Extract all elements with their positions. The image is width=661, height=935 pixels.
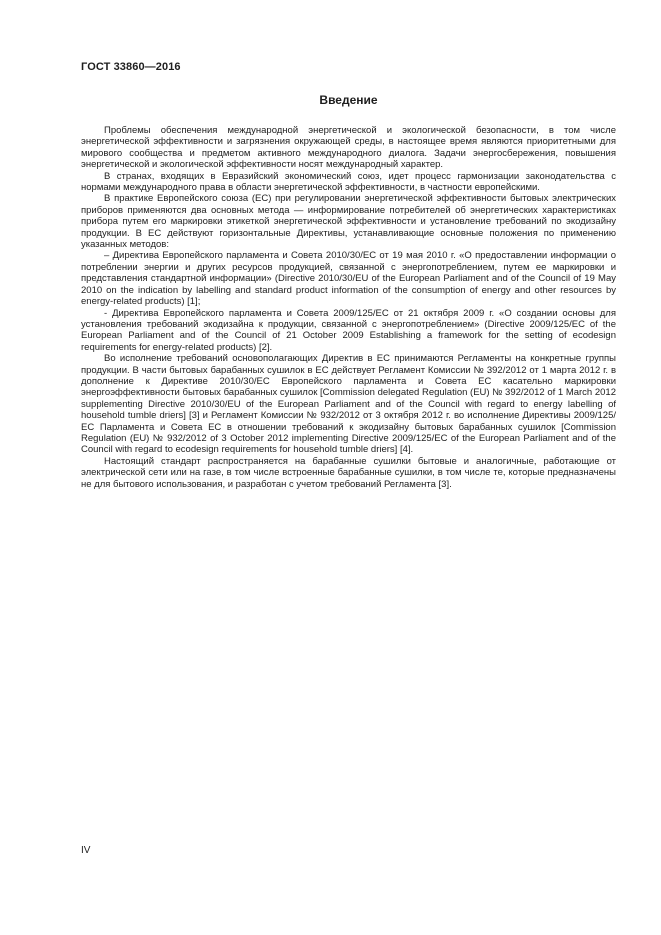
page-number: IV: [81, 845, 91, 856]
paragraph-regulations: Во исполнение требований основополагающих Директив в ЕС принимаются Регламенты на конкретные группы продукции. В части бытовых барабанных сушилок в ЕС действует Регламент Комиссии № 392/2012 от 1 марта 2012 г. в дополнение к Директиве 2010/30/ЕС Европейского парламента и Совета ЕС касательно маркировки энергоэффективности бытовых барабанных сушилок [Commission delegated Regulation (EU) № 392/2012 of 1 March 2012 supplementing Directive 2010/30/EU of the European Parliament and of the Council with regard to energy labelling of household tumble driers] [3] и Регламент Комиссии № 932/2012 от 3 октября 2012 г. во исполнение Директивы 2009/125/ЕС Парламента и Совета ЕС в отношении требований к экодизайну бытовых барабанных сушилок [Commission Regulation (EU) № 932/2012 of 3 October 2012 implementing Directive 2009/125/EC of the European Parliament and of the Council with regard to ecodesign requirements for household tumble driers] [4].: [81, 353, 616, 456]
paragraph-directive-2010-30: – Директива Европейского парламента и Совета 2010/30/ЕС от 19 мая 2010 г. «О предоставлении информации о потреблении энергии и других ресурсов продукцией, связанной с энергопотреблением, путем ее маркировки и представления стандартной информации» (Directive 2010/30/EU of the European Parliament and of the Council of 19 May 2010 on the indication by labelling and standard product information of the consumption of energy and other resources by energy-related products) [1];: [81, 250, 616, 308]
paragraph-energy-security: Проблемы обеспечения международной энергетической и экологической безопасности, в том числе энергетической эффективности и загрязнения окружающей среды, в настоящее время являются приоритетными для мирового сообщества и предметом активного международного диалога. Задачи энергосбережения, повышения энергетической и экологической эффективности носят международный характер.: [81, 125, 616, 171]
document-code: ГОСТ 33860—2016: [81, 61, 181, 73]
introduction-body: [81, 125, 616, 490]
paragraph-eaeu-harmonization: В странах, входящих в Евразийский экономический союз, идет процесс гармонизации законодательства с нормами международного права в области энергетической эффективности, в частности европейскими.: [81, 170, 616, 194]
paragraph-directive-2009-125: - Директива Европейского парламента и Совета 2009/125/ЕС от 21 октября 2009 г. «О создании основы для установления требований экодизайна к продукции, связанной с энергопотреблением» (Directive 2009/125/EC of the European Parliament and of the Council of 21 October 2009 Establishing a framework for the setting of ecodesign requirements for energy-related products) [2].: [81, 307, 616, 353]
section-title: Введение: [319, 93, 378, 107]
paragraph-eu-practice: В практике Европейского союза (ЕС) при регулировании энергетической эффективности бытовых электрических приборов применяются два основных метода — информирование потребителей об энергетических характеристиках прибора путем его маркировки этикеткой энергетической эффективности и установление требований по экодизайну продукции. В ЕС действуют горизонтальные Директивы, устанавливающие основные положения по применению указанных методов:: [81, 193, 616, 251]
paragraph-scope: Настоящий стандарт распространяется на барабанные сушилки бытовые и аналогичные, работающие от электрической сети или на газе, в том числе встроенные барабанные сушилки, в том числе те, которые предназначены не для бытового использования, и разработан с учетом требований Регламента [3].: [81, 455, 616, 490]
